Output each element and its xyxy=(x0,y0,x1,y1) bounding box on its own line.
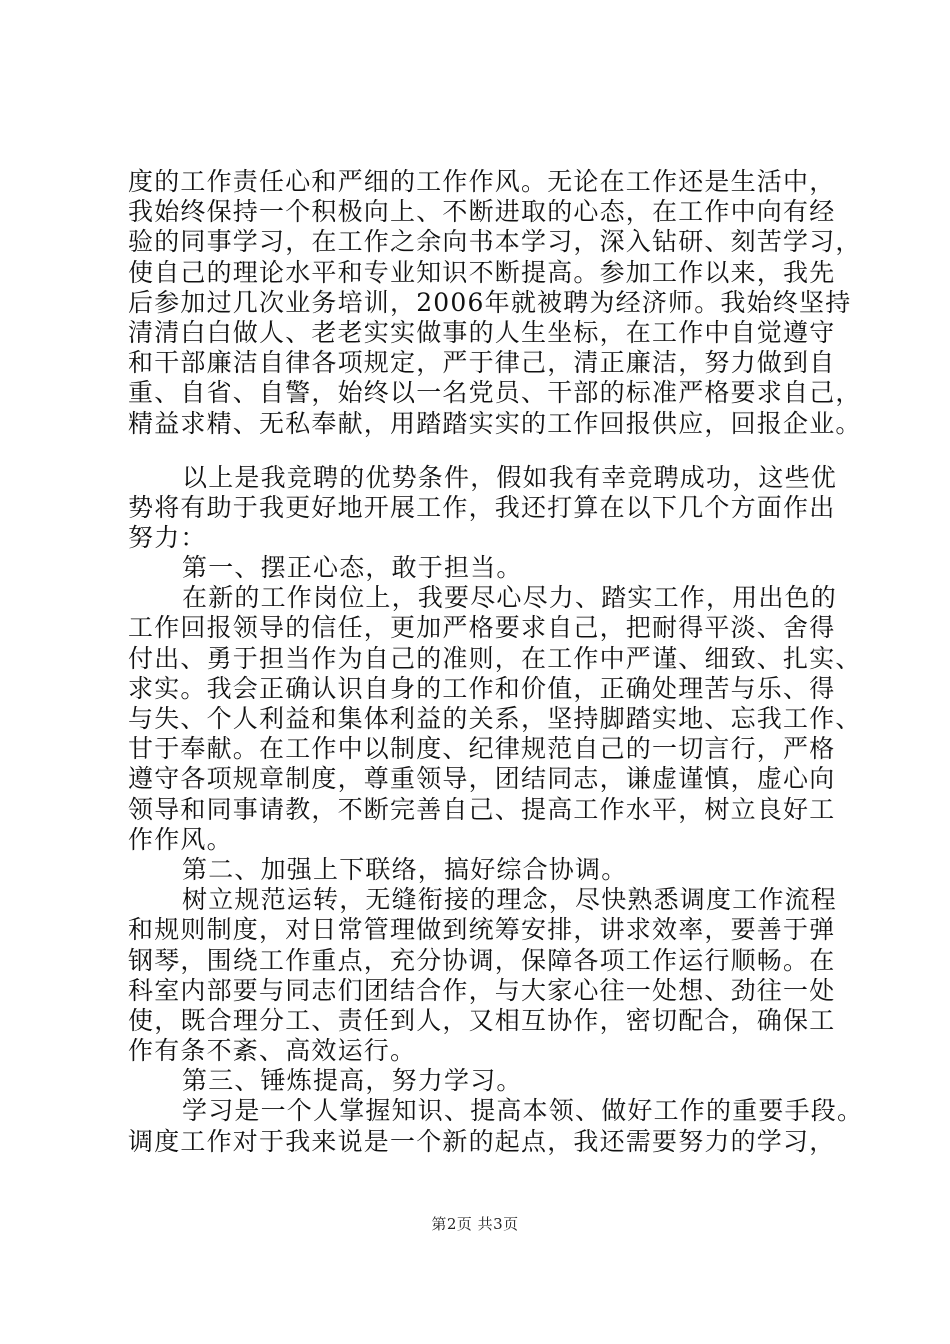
section-heading-3: 第三、锤炼提高，努力学习。 xyxy=(182,1066,523,1096)
text-line: 遵守各项规章制度，尊重领导，团结同志，谦虚谨慎，虚心向 xyxy=(128,764,836,794)
text-line: 验的同事学习，在工作之余向书本学习，深入钻研、刻苦学习， xyxy=(128,227,862,257)
section-heading-2: 第二、加强上下联络，搞好综合协调。 xyxy=(182,854,628,884)
paragraph-start-line: 树立规范运转，无缝衔接的理念，尽快熟悉调度工作流程 xyxy=(182,885,838,915)
text-line: 钢琴，围绕工作重点，充分协调，保障各项工作运行顺畅。在 xyxy=(128,945,836,975)
text-line: 调度工作对于我来说是一个新的起点，我还需要努力的学习， xyxy=(128,1126,836,1156)
text-line: 清清白白做人、老老实实做事的人生坐标，在工作中自觉遵守 xyxy=(128,317,836,347)
paragraph-start-line: 学习是一个人掌握知识、提高本领、做好工作的重要手段。 xyxy=(182,1096,864,1126)
section-heading-1: 第一、摆正心态，敢于担当。 xyxy=(182,553,523,583)
text-line: 后参加过几次业务培训，2006年就被聘为经济师。我始终坚持 xyxy=(128,287,852,317)
page-footer xyxy=(0,1213,950,1234)
text-line: 和干部廉洁自律各项规定，严于律己，清正廉洁，努力做到自 xyxy=(128,348,836,378)
text-line: 度的工作责任心和严细的工作作风。无论在工作还是生活中， xyxy=(128,167,836,196)
document-body xyxy=(128,167,864,1157)
text-line: 我始终保持一个积极向上、不断进取的心态，在工作中向有经 xyxy=(128,197,836,227)
text-line: 甘于奉献。在工作中以制度、纪律规范自己的一切言行，严格 xyxy=(128,734,836,764)
text-line: 努力： xyxy=(128,522,207,552)
text-line: 重、自省、自警，始终以一名党员、干部的标准严格要求自己， xyxy=(128,378,862,408)
text-line: 作作风。 xyxy=(128,824,233,854)
paragraph-start-line: 在新的工作岗位上，我要尽心尽力、踏实工作，用出色的 xyxy=(182,583,838,613)
text-line: 作有条不紊、高效运行。 xyxy=(128,1036,417,1066)
text-line: 势将有助于我更好地开展工作，我还打算在以下几个方面作出 xyxy=(128,492,836,522)
paragraph-start-line: 以上是我竞聘的优势条件，假如我有幸竞聘成功，这些优 xyxy=(182,462,838,492)
text-line: 求实。我会正确认识自身的工作和价值，正确处理苦与乐、得 xyxy=(128,673,836,703)
text-line: 使，既合理分工、责任到人，又相互协作，密切配合，确保工 xyxy=(128,1005,836,1035)
text-line: 与失、个人利益和集体利益的关系，坚持脚踏实地、忘我工作、 xyxy=(128,704,862,733)
text-line: 付出、勇于担当作为自己的准则，在工作中严谨、细致、扎实、 xyxy=(128,643,862,673)
text-line: 使自己的理论水平和专业知识不断提高。参加工作以来，我先 xyxy=(128,257,836,287)
text-line: 工作回报领导的信任，更加严格要求自己，把耐得平淡、舍得 xyxy=(128,613,836,643)
text-line: 精益求精、无私奉献，用踏踏实实的工作回报供应，回报企业。 xyxy=(128,408,862,438)
page-number-label: 第2页 共3页 xyxy=(431,1215,519,1233)
text-line: 和规则制度，对日常管理做到统筹安排，讲求效率，要善于弹 xyxy=(128,915,836,945)
text-line: 领导和同事请教，不断完善自己、提高工作水平，树立良好工 xyxy=(128,794,836,824)
text-line: 科室内部要与同志们团结合作，与大家心往一处想、劲往一处 xyxy=(128,975,836,1005)
